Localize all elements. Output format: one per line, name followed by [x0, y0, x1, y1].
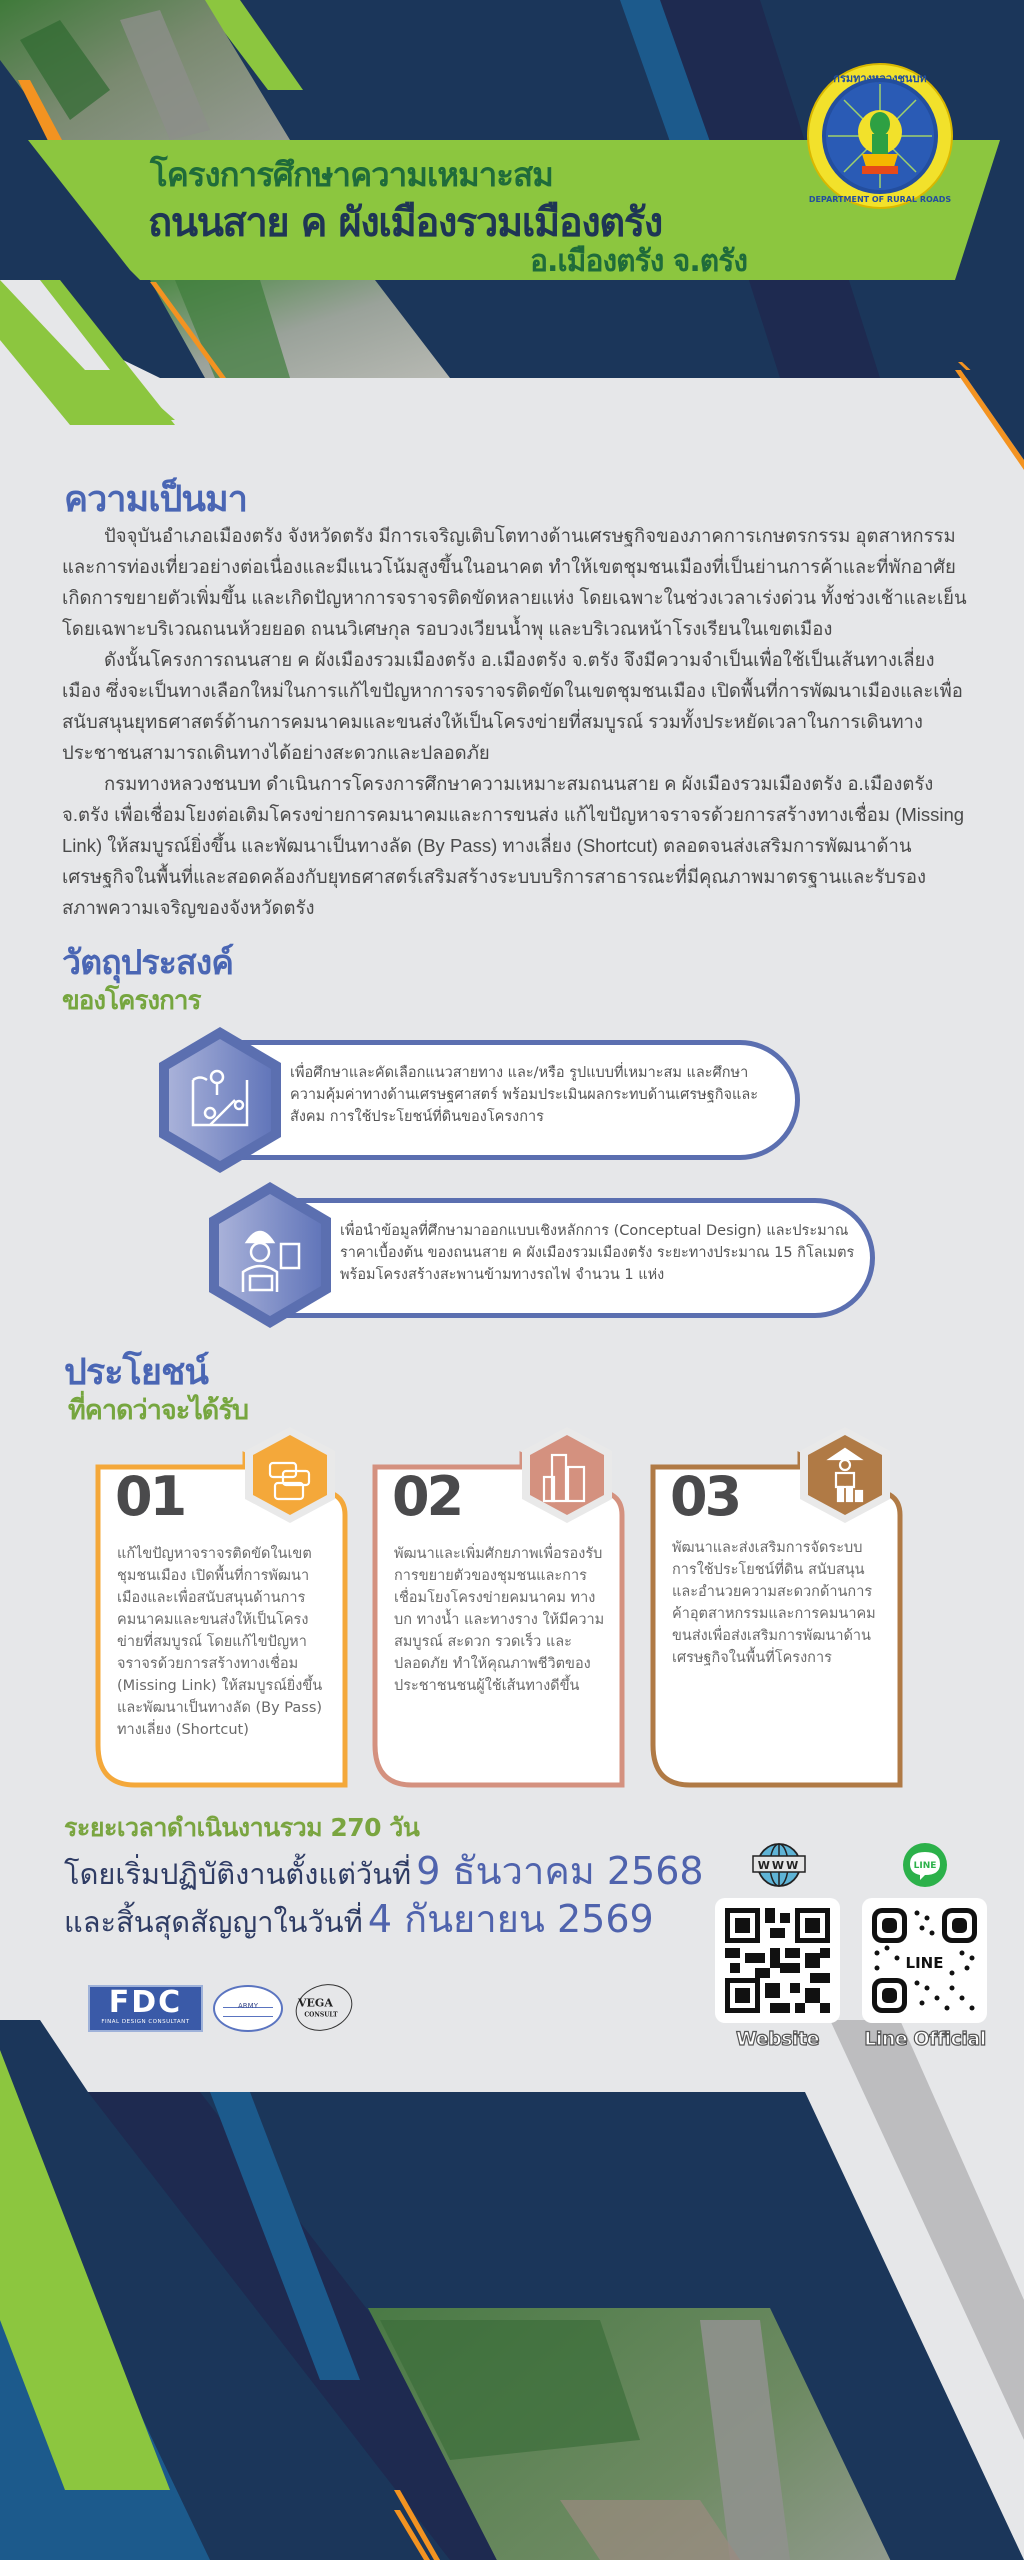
end-label: และสิ้นสุดสัญญาในวันที่ — [64, 1905, 363, 1939]
benefits-subheading: ที่คาดว่าจะได้รับ — [68, 1395, 248, 1426]
army-logo: ARMY — [213, 1985, 283, 2032]
department-rural-roads-logo — [806, 62, 954, 210]
title-line-1: โครงการศึกษาความเหมาะสม — [150, 155, 553, 194]
footer-background — [0, 2020, 1024, 2560]
duration-text: ระยะเวลาดำเนินงานรวม 270 วัน — [64, 1813, 420, 1842]
background-body — [62, 520, 972, 923]
end-date: 4 กันยายน 2569 — [367, 1897, 654, 1941]
start-label: โดยเริ่มปฏิบัติงานตั้งแต่วันที่ — [64, 1857, 412, 1891]
objectives-heading: วัตถุประสงค์ — [62, 943, 233, 983]
benefit-number: 01 — [115, 1465, 185, 1528]
benefit-number: 03 — [670, 1465, 740, 1528]
end-date-line — [64, 1888, 654, 1949]
svg-text:LINE: LINE — [905, 1954, 944, 1972]
benefit-text: พัฒนาและส่งเสริมการจัดระบบการใช้ประโยชน์ที่ดิน สนับสนุนและอำนวยความสะดวกด้านการค้าอุตสาหกรรมและการคมนาคมขนส่งเพื่อส่งเสริมการพัฒนาด้านเศรษฐกิจในพื้นที่โครงการ — [672, 1540, 876, 1666]
map-pin-icon — [155, 1025, 285, 1175]
objective-text: เพื่อนำข้อมูลที่ศึกษามาออกแบบเชิงหลักการ (Conceptual Design) และประมาณราคาเบื้องต้น ของถนนสาย ค ผังเมืองรวมเมืองตรัง ระยะทางประมาณ 15 กิโลเมตร พร้อมโครงสร้างสะพานข้ามทางรถไฟ จำนวน 1 แห่ง — [340, 1223, 855, 1283]
title-line-2: ถนนสาย ค ผังเมืองรวมเมืองตรัง — [148, 200, 662, 246]
www-globe-icon[interactable] — [751, 1842, 807, 1888]
background-paragraph: กรมทางหลวงชนบท ดำเนินการโครงการศึกษาความเหมาะสมถนนสาย ค ผังเมืองรวมเมืองตรัง อ.เมืองตรัง จ.ตรัง เพื่อเชื่อมโยงต่อเติมโครงข่ายการคมนาคมและการขนส่ง แก้ไขปัญหาจราจรด้วยการสร้างทางเชื่อม (Missing Link) ให้สมบูรณ์ยิ่งขึ้น และพัฒนาเป็นทางลัด (By Pass) ทางเลี่ยง (Shortcut) ตลอดจนส่งเสริมการพัฒนาด้านเศรษฐกิจในพื้นที่และสอดคล้องกับยุทธศาสตร์เสริมสร้างระบบบริการสาธารณะที่มีคุณภาพมาตรฐานและรับรองสภาพความเจริญของจังหวัดตรัง — [62, 773, 965, 918]
line-app-icon[interactable] — [900, 1842, 950, 1890]
fdc-logo: FDC FINAL DESIGN CONSULTANT — [88, 1985, 203, 2032]
background-paragraph: ดังนั้นโครงการถนนสาย ค ผังเมืองรวมเมืองตรัง อ.เมืองตรัง จ.ตรัง จึงมีความจำเป็นเพื่อใช้เป็นเส้นทางเลี่ยงเมือง ซึ่งจะเป็นทางเลือกใหม่ในการแก้ไขปัญหาการจราจรติดขัดในเขตชุมชนเมือง เปิดพื้นที่การพัฒนาเมืองและเพื่อสนับสนุนยุทธศาสตร์ด้านการคมนาคมและขนส่งให้เป็นโครงข่ายที่สมบูรณ์ รวมทั้งประหยัดเวลาในการเดินทาง ประชาชนสามารถเดินทางได้อย่างสะดวกและปลอดภัย — [62, 649, 963, 763]
svg-text:DEPARTMENT OF RURAL ROADS: DEPARTMENT OF RURAL ROADS — [808, 195, 952, 204]
line-official-qr-code[interactable] — [862, 1898, 987, 2023]
line-official-label[interactable]: Line Official — [864, 2028, 986, 2050]
svg-text:กรมทางหลวงชนบท: กรมทางหลวงชนบท — [833, 72, 927, 85]
objective-card — [155, 1025, 805, 1175]
svg-text:WWW: WWW — [757, 1859, 801, 1872]
website-label[interactable]: Website — [735, 2028, 820, 2050]
website-qr-code[interactable] — [715, 1898, 840, 2023]
benefit-card — [650, 1425, 905, 1790]
background-heading: ความเป็นมา — [64, 479, 247, 520]
left-ribbon-decoration — [0, 280, 200, 430]
svg-text:LINE: LINE — [913, 1861, 937, 1871]
objective-text: เพื่อศึกษาและคัดเลือกแนวสายทาง และ/หรือ รูปแบบที่เหมาะสม และศึกษาความคุ้มค่าทางด้านเศรษฐศาสตร์ พร้อมประเมินผลกระทบด้านเศรษฐกิจและสังคม การใช้ประโยชน์ที่ดินของโครงการ — [290, 1065, 759, 1125]
benefit-card — [95, 1425, 350, 1790]
objectives-subheading: ของโครงการ — [62, 986, 201, 1016]
engineer-icon — [205, 1180, 335, 1330]
title-line-3: อ.เมืองตรัง จ.ตรัง — [530, 244, 748, 279]
benefit-number: 02 — [392, 1465, 462, 1528]
vega-consult-logo: VEGA CONSULT — [289, 1976, 359, 2038]
objective-card — [205, 1180, 885, 1330]
right-orange-accent — [955, 370, 1024, 470]
benefit-card — [372, 1425, 627, 1790]
benefits-heading: ประโยชน์ — [64, 1352, 208, 1393]
background-paragraph: ปัจจุบันอำเภอเมืองตรัง จังหวัดตรัง มีการเจริญเติบโตทางด้านเศรษฐกิจของภาคการเกษตรกรรม อุตสาหกรรมและการท่องเที่ยวอย่างต่อเนื่องและมีแนวโน้มสูงขึ้นในอนาคต ทำให้เขตชุมชนเมืองที่เป็นย่านการค้าและที่พักอาศัย เกิดการขยายตัวเพิ่มขึ้น และเกิดปัญหาการจราจรติดขัดหลายแห่ง โดยเฉพาะในช่วงเวลาเร่งด่วน ทั้งช่วงเช้าและเย็น โดยเฉพาะบริเวณถนนห้วยยอด ถนนวิเศษกุล รอบวงเวียนน้ำพุ และบริเวณหน้าโรงเรียนในเขตเมือง — [62, 525, 967, 639]
start-date: 9 ธันวาคม 2568 — [416, 1849, 704, 1893]
benefit-text: แก้ไขปัญหาจราจรติดขัดในเขตชุมชนเมือง เปิดพื้นที่การพัฒนาเมืองและเพื่อสนับสนุนด้านการคมนาคมและขนส่งให้เป็นโครงข่ายที่สมบูรณ์ โดยแก้ไขปัญหาจราจรด้วยการสร้างทางเชื่อม (Missing Link) ให้สมบูรณ์ยิ่งขึ้น และพัฒนาเป็นทางลัด (By Pass) ทางเลี่ยง (Shortcut) — [117, 1546, 323, 1738]
benefit-text: พัฒนาและเพิ่มศักยภาพเพื่อรองรับการขยายตัวของชุมชนและการเชื่อมโยงโครงข่ายคมนาคม ทางบก ทางน้ำ และทางราง ให้มีความสมบูรณ์ สะดวก รวดเร็ว และปลอดภัย ทำให้คุณภาพชีวิตของประชาชนชนผู้ใช้เส้นทางดีขึ้น — [394, 1546, 605, 1694]
